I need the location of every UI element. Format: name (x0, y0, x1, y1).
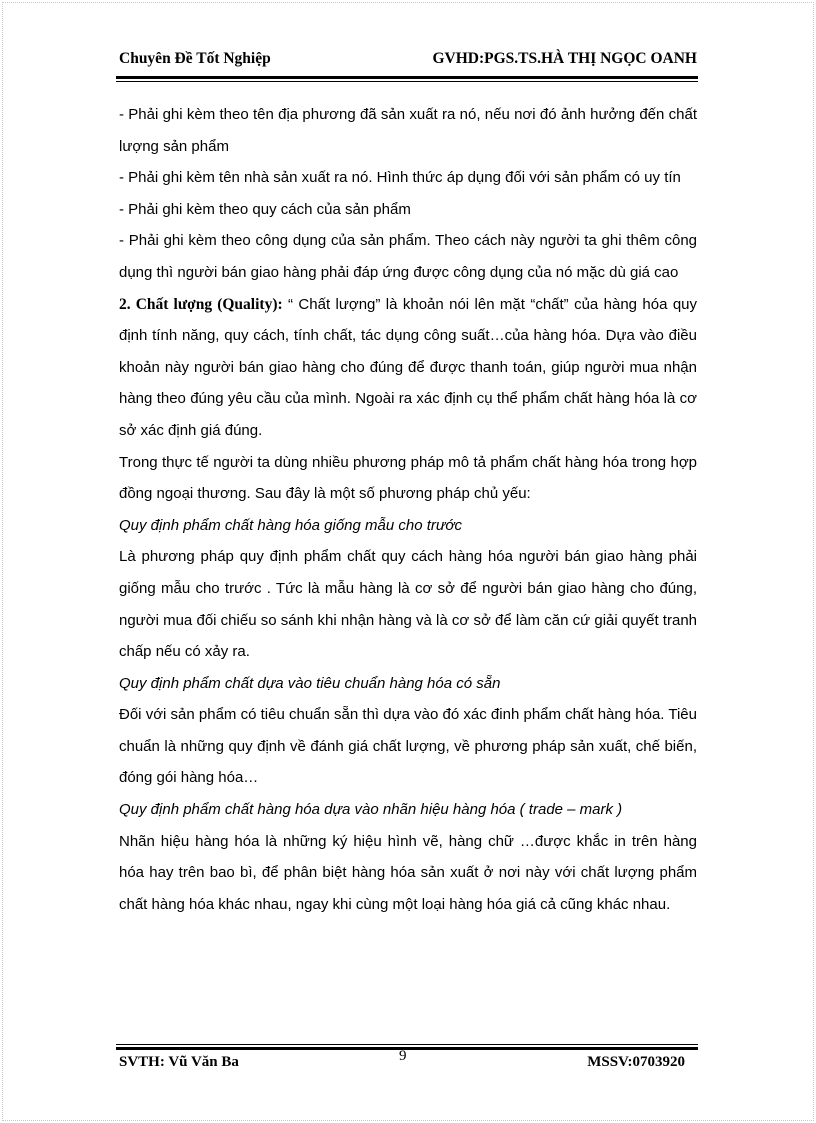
paragraph-origin: - Phải ghi kèm theo tên địa phương đã sản xuất ra nó, nếu nơi đó ảnh hưởng đến chất lượng sản phẩm (119, 106, 697, 155)
footer-student-id: MSSV:0703920 (587, 1054, 685, 1070)
paragraph-specification: - Phải ghi kèm theo quy cách của sản phẩm (119, 200, 411, 218)
paragraph-methods: Trong thực tế người ta dùng nhiều phương pháp mô tả phẩm chất hàng hóa trong hợp đồng ngoại thương. Sau đây là một số phương pháp chủ yếu: (119, 453, 697, 503)
paragraph-sample: Là phương pháp quy định phẩm chất quy cách hàng hóa người bán giao hàng phải giống mẫu cho trước . Tức là mẫu hàng là cơ sở để người bán giao hàng cho đúng, người mua đối chiếu so sánh khi nhận hàng và là cơ sở để làm căn cứ giải quyết tranh chấp nếu có xảy ra. (119, 548, 697, 661)
subheading-trademark: Quy định phẩm chất hàng hóa dựa vào nhãn hiệu hàng hóa ( trade – mark ) (119, 801, 623, 819)
page-number: 9 (399, 1048, 407, 1064)
header-rule (116, 76, 698, 82)
page-header (119, 50, 697, 68)
paragraph-standard: Đối với sản phẩm có tiêu chuẩn sẵn thì dựa vào đó xác đinh phẩm chất hàng hóa. Tiêu chuẩn là những quy định về đánh giá chất lượng, về phương pháp sản xuất, chế biến, đóng gói hàng hóa… (119, 706, 697, 787)
footer-rule (116, 1044, 698, 1050)
document-body (119, 99, 697, 920)
section-heading-quality: 2. Chất lượng (Quality): (119, 295, 283, 313)
quality-text: “ Chất lượng” là khoản nói lên mặt “chất” của hàng hóa quy định tính năng, quy cách, tính chất, tác dụng công suất…của hàng hóa. Dựa vào điều khoản này người bán giao hàng cho đúng để được thanh toán, giúp người mua nhận hàng theo đúng yêu cầu của mình. Ngoài ra xác định cụ thể phẩm chất hàng hóa là cơ sở xác định giá đúng. (119, 295, 698, 439)
header-advisor: GVHD:PGS.TS.HÀ THỊ NGỌC OANH (432, 50, 697, 67)
subheading-standard: Quy định phẩm chất dựa vào tiêu chuẩn hàng hóa có sẵn (119, 674, 501, 692)
paragraph-quality (119, 289, 697, 447)
subheading-sample: Quy định phẩm chất hàng hóa giống mẫu cho trước (119, 516, 462, 534)
footer-student: SVTH: Vũ Văn Ba (119, 1054, 239, 1070)
paragraph-trademark: Nhãn hiệu hàng hóa là những ký hiệu hình vẽ, hàng chữ …được khắc in trên hàng hóa hay trên bao bì, để phân biệt hàng hóa sản xuất ở nơi này với chất lượng phẩm chất hàng hóa khác nhau, ngay khi cùng một loại hàng hóa giá cả cũng khác nhau. (119, 832, 697, 913)
header-title: Chuyên Đề Tốt Nghiệp (119, 50, 271, 67)
paragraph-manufacturer: - Phải ghi kèm tên nhà sản xuất ra nó. Hình thức áp dụng đối với sản phẩm có uy tín (119, 169, 681, 187)
paragraph-usage: - Phải ghi kèm theo công dụng của sản phẩm. Theo cách này người ta ghi thêm công dụng thì người bán giao hàng phải đáp ứng được công dụng của nó mặc dù giá cao (119, 232, 697, 281)
